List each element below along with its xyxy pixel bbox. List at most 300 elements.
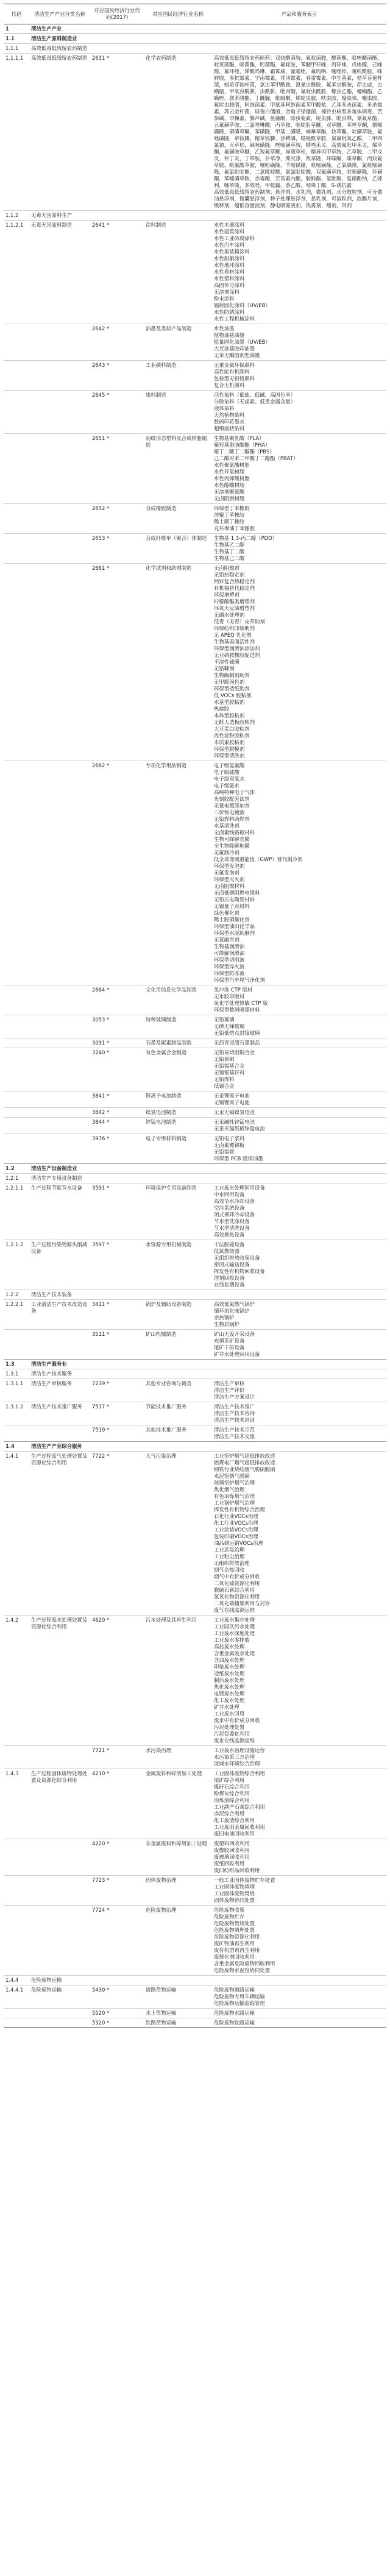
product-item: 无铅玻璃	[214, 1017, 235, 1023]
product-item: 无镉锂离子电池	[214, 1099, 250, 1105]
row-national-name: 电子专用材料制造	[144, 1134, 212, 1164]
product-item: 环保型造纸助剂	[214, 686, 250, 692]
table-row	[4, 391, 386, 434]
product-item: 天然植物染料	[214, 412, 245, 418]
row-category-name	[29, 361, 90, 391]
product-item: 化工废渣综合利用	[214, 1817, 255, 1823]
product-item: 含重金属危险废物回收利用	[214, 1960, 275, 1967]
product-item: 无卤阻燃剂	[214, 565, 239, 571]
row-national-name	[144, 1369, 212, 1379]
product-item: 低毒（无毒）皮革助剂	[214, 619, 265, 625]
product-item: 溶剂回收设备	[214, 1275, 245, 1281]
product-item: 粉末涂料	[214, 296, 235, 302]
header-code: 代码	[4, 4, 29, 24]
product-item: 无甲醛固色剂	[214, 679, 245, 685]
row-national-name	[144, 34, 212, 44]
product-item: 危险废物道路运输	[214, 1987, 255, 1993]
product-item: 危险废物填埋处置	[214, 1927, 255, 1933]
row-national-name: 矿山机械制造	[144, 1330, 212, 1360]
row-category-name	[29, 1091, 90, 1108]
row-products	[212, 34, 386, 44]
product-item: 无铅热稳定剂	[214, 572, 245, 578]
product-item: 无铅焊料助焊剂	[214, 816, 250, 822]
product-item: 清洁生产审核	[214, 1380, 245, 1386]
row-national-name	[144, 44, 212, 54]
row-category-name	[29, 1118, 90, 1134]
product-item: 大豆油基胶印油墨	[214, 346, 255, 352]
row-category-name: 生产过程固体废物处理处置及资源化综合利用	[29, 1769, 90, 1839]
product-item: 环保型数码喷墨材料	[214, 1007, 260, 1013]
product-item: 干法脱硫设备	[214, 1241, 245, 1247]
product-item: 免化学处理热敏 CTP 版	[214, 1000, 268, 1006]
row-products	[212, 1985, 386, 2009]
table-row	[4, 1985, 386, 2009]
row-national-code: 3411 *	[90, 1300, 144, 1330]
product-item: 印染废水处理	[214, 1664, 245, 1670]
product-item: 无卤素覆铜板	[214, 1142, 245, 1148]
row-code	[4, 324, 29, 361]
product-item: 无沥青浸渍石墨制品	[214, 1040, 260, 1046]
row-products	[212, 361, 386, 391]
product-item: 中水回用设备	[214, 1191, 245, 1198]
row-national-name	[144, 24, 212, 34]
row-national-code: 4210 *	[90, 1769, 144, 1839]
row-products	[212, 1108, 386, 1118]
row-code	[4, 1839, 29, 1876]
row-national-code: 7517 *	[90, 1402, 144, 1425]
row-national-code: 2641 *	[90, 221, 144, 324]
row-category-name: 高效低毒低残留农药制造	[29, 44, 90, 54]
table-header	[4, 4, 386, 24]
product-item: 大豆蛋白胶粘剂	[214, 726, 250, 732]
row-code: 1.2.1	[4, 1174, 29, 1183]
row-category-name	[29, 2018, 90, 2028]
row-national-name: 污水处理及其再生利用	[144, 1616, 212, 1746]
product-item: 无卤素线路板材料	[214, 829, 255, 836]
row-category-name: 危险废物运输	[29, 1985, 90, 2009]
table-row	[4, 1769, 386, 1839]
product-item: 水性醇酸树脂	[214, 482, 245, 488]
product-item: 环保型油田化学品	[214, 923, 255, 929]
product-item: 生物基 1,3-丙二醇（PDO）	[214, 535, 278, 541]
product-item: 溶聚丁苯橡胶	[214, 512, 245, 518]
row-category-name	[29, 1134, 90, 1164]
product-item: 二氧化硫资源化利用	[214, 1580, 260, 1586]
row-national-name: 大气污染治理	[144, 1452, 212, 1616]
product-item: 分散染料（无卤素、低重金属含量）	[214, 399, 296, 405]
product-item: 环保型清洗剂	[214, 753, 245, 759]
product-item: 制药废水处理	[214, 1677, 245, 1683]
row-national-name: 锅炉及辅助设备制造	[144, 1300, 212, 1330]
table-row	[4, 54, 386, 211]
product-item: 无溶剂涂料	[214, 289, 239, 295]
row-national-code: 4220 *	[90, 1839, 144, 1876]
row-code: 1.2.1.2	[4, 1240, 29, 1290]
product-item: 辐射固化涂料（UV/EB）	[214, 302, 271, 308]
product-item: 无磷水处理剂	[214, 612, 245, 618]
table-row	[4, 1300, 386, 1330]
table-row	[4, 1746, 386, 1769]
product-item: 含油废水处理	[214, 1657, 245, 1663]
row-national-name: 固体废物治理	[144, 1876, 212, 1906]
row-category-name	[29, 1038, 90, 1048]
product-item: 危险废物铁路运输	[214, 2020, 255, 2026]
product-item: 工业废水治理设施运营	[214, 1747, 265, 1753]
product-item: 无卤低烟阻燃电缆料	[214, 890, 260, 896]
product-item: 固体废物协同处置	[214, 1897, 255, 1903]
product-item: 无 APEO 乳化剂	[214, 632, 252, 638]
row-category-name: 工业清洁生产技术改造设备	[29, 1300, 90, 1330]
product-item: 水性丙烯酸树脂	[214, 475, 250, 481]
product-item: 工业粉尘治理	[214, 1553, 245, 1559]
row-national-name: 工业颜料制造	[144, 361, 212, 391]
table-row	[4, 1442, 386, 1452]
product-item: 钙锌复合热稳定剂	[214, 578, 255, 584]
product-item: 改性淀粉胶粘剂	[214, 733, 250, 739]
product-item: 工业废水深度处理	[214, 1630, 255, 1636]
product-item: 无汞无镉镍氢电池	[214, 1109, 255, 1115]
product-item: 无卤阻燃材料	[214, 883, 245, 889]
product-item: 废气在线监测运维	[214, 1607, 255, 1613]
product-item: 无组织排放治理	[214, 1560, 250, 1566]
product-item: 一般工业固体废物贮存处置	[214, 1877, 275, 1883]
product-item: 废玻璃回收利用	[214, 1854, 250, 1860]
row-national-name: 非金属废料和碎屑加工处理	[144, 1839, 212, 1876]
product-item: 高效低毒低残留农药制剂：悬浮剂，水乳剂，微乳剂，水分散粒剂，可分散油悬浮剂，微囊悬浮剂，种子处理悬浮剂，悬乳剂，可溶粒剂，泡腾片剂，缓释剂，超低容量液剂，静电喷雾液剂，热雾剂，烟剂，饵剂	[214, 189, 383, 208]
product-item: 无氟发泡剂	[214, 870, 239, 876]
product-item: 节水型清洗设备	[214, 1225, 250, 1231]
row-national-name: 专项化学用品制造	[144, 761, 212, 985]
product-item: 包装印刷VOCs治理	[214, 1533, 258, 1539]
product-item: 无铅锡基合金	[214, 1063, 245, 1069]
row-national-code: 3511 *	[90, 1330, 144, 1360]
row-code	[4, 1746, 29, 1769]
table-row	[4, 1108, 386, 1118]
product-item: 无氰电镀添加剂	[214, 803, 250, 809]
row-code: 1.2.2.1	[4, 1300, 29, 1330]
row-national-code: 2642 *	[90, 324, 144, 361]
product-item: 清洁生产技术咨询	[214, 1410, 255, 1416]
row-national-name: 镍氢电池制造	[144, 1108, 212, 1118]
row-products	[212, 985, 386, 1015]
table-row	[4, 2018, 386, 2028]
row-national-code: 3240 *	[90, 1048, 144, 1091]
product-item: 焦化废水处理	[214, 1684, 245, 1690]
product-item: 全生物降解地膜	[214, 843, 250, 849]
row-national-code	[90, 44, 144, 54]
product-item: 玻璃窑炉烟气治理	[214, 1480, 255, 1486]
row-category-name	[29, 1746, 90, 1769]
row-code: 1	[4, 24, 29, 34]
row-national-code	[90, 1976, 144, 1985]
row-category-name	[29, 985, 90, 1015]
product-item: 不溶性硫磺	[214, 659, 239, 665]
row-national-code	[90, 34, 144, 44]
product-item: 充环保油丁苯橡胶	[214, 525, 255, 531]
product-item: 工业锅炉烟气治理	[214, 1500, 255, 1506]
row-products	[212, 221, 386, 324]
row-category-name: 清洁生产产业综合服务	[29, 1442, 90, 1452]
row-code: 1.3	[4, 1360, 29, 1369]
row-products	[212, 1183, 386, 1240]
table-row	[4, 1976, 386, 1985]
table-row	[4, 1360, 386, 1369]
row-category-name	[29, 1876, 90, 1906]
row-category-name	[29, 1906, 90, 1976]
product-item: 环氧大豆油增塑剂	[214, 605, 255, 611]
table-row	[4, 1369, 386, 1379]
row-code: 1.2.1.1	[4, 1183, 29, 1240]
row-national-name: 危险废物治理	[144, 1906, 212, 1976]
product-item: 水性工程机械涂料	[214, 316, 255, 322]
row-national-code: 7724 *	[90, 1906, 144, 1976]
product-item: 水性油墨	[214, 325, 235, 332]
row-products	[212, 324, 386, 361]
row-products	[212, 2018, 386, 2028]
row-code: 1.4	[4, 1442, 29, 1452]
row-category-name: 清洁生产产业	[29, 24, 90, 34]
product-item: 无重金属环保颜料	[214, 362, 255, 368]
row-category-name: 清洁生产技术服务	[29, 1369, 90, 1379]
product-item: 水性船舶涂料	[214, 255, 245, 261]
product-item: 水基清洗剂	[214, 823, 239, 829]
product-item: 工业废水集中处理	[214, 1617, 255, 1623]
product-item: 无亚硝胺橡胶促进剂	[214, 652, 260, 658]
product-item: 绿色催化剂	[214, 910, 239, 916]
product-item: 无卤阻燃树脂	[214, 495, 245, 502]
product-item: 生物基表面活性剂	[214, 639, 255, 645]
header-category-name: 清洁生产产业分类名称	[29, 4, 90, 24]
product-item: 造纸废水处理	[214, 1670, 245, 1677]
row-national-code: 3841 *	[90, 1091, 144, 1108]
row-products	[212, 44, 386, 54]
row-national-code: 2643 *	[90, 361, 144, 391]
header-national-name: 对应国民经济行业名称	[144, 4, 212, 24]
product-item: 环保型淬火液	[214, 963, 245, 970]
product-item: 无汞无镉纸板锌锰电池	[214, 1126, 265, 1132]
classification-table	[4, 4, 386, 2028]
product-item: 柠檬酸酯类增塑剂	[214, 598, 255, 605]
product-item: 水泥窑烟气脱硝	[214, 1473, 250, 1479]
row-code	[4, 434, 29, 504]
product-item: 粉煤灰综合利用	[214, 1790, 250, 1797]
row-national-code	[90, 211, 144, 221]
row-national-name: 铁路货物运输	[144, 2018, 212, 2028]
product-item: 在线监测设备	[214, 1282, 245, 1288]
product-item: 废有机溶剂再生利用	[214, 1947, 260, 1953]
row-national-name: 合成橡胶制造	[144, 504, 212, 534]
product-item: 光刻胶配套试剂	[214, 796, 250, 802]
header-national-code: 对应国民经济行业代码(2017)	[90, 4, 144, 24]
product-item: 无铅电子浆料	[214, 1135, 245, 1141]
row-category-name	[29, 391, 90, 434]
row-national-name: 道路货物运输	[144, 1985, 212, 2009]
product-item: 氮氧化物资源化利用	[214, 1594, 260, 1600]
table-row	[4, 221, 386, 324]
product-item: 无铅黄铜	[214, 1056, 235, 1062]
row-national-name	[144, 1174, 212, 1183]
row-products	[212, 1616, 386, 1746]
product-item: 低 VOCs 胶粘剂	[214, 692, 252, 698]
table-row	[4, 2009, 386, 2018]
row-national-code: 7723 *	[90, 1876, 144, 1906]
row-national-code: 4620 *	[90, 1616, 144, 1746]
table-row	[4, 361, 386, 391]
row-code	[4, 2009, 29, 2018]
table-row	[4, 1048, 386, 1091]
table-row	[4, 534, 386, 564]
row-national-name	[144, 1164, 212, 1174]
product-item: 高纯特种电子气体	[214, 789, 255, 795]
product-item: 废水中有价成分回收	[214, 1717, 260, 1723]
product-item: 生物酶制剂助剂	[214, 672, 250, 678]
row-national-name	[144, 1290, 212, 1300]
product-item: 无醛人造板胶粘剂	[214, 719, 255, 725]
product-item: 清洁生产技术培训	[214, 1417, 255, 1423]
row-national-code: 2645 *	[90, 391, 144, 434]
product-item: 环保型发泡剂	[214, 863, 245, 869]
product-item: 电镀废水处理	[214, 1691, 245, 1697]
product-item: 环保型水泥助磨剂	[214, 930, 255, 936]
product-item: 工业废旧金属回收利用	[214, 1824, 265, 1830]
product-item: 环保型防冻液	[214, 970, 245, 976]
product-item: 生物基丁二酸	[214, 548, 245, 555]
row-category-name: 危险废物运输	[29, 1976, 90, 1985]
product-item: 生物基润滑油	[214, 943, 245, 949]
product-item: 挥发性有机物回收设备	[214, 1268, 265, 1274]
product-item: 密闭式输送设备	[214, 1261, 250, 1268]
product-item: 污泥处理处置	[214, 1724, 245, 1730]
product-item: 木质素胶粘剂	[214, 739, 245, 745]
product-item: 工业窑炉烟气超低排放改造	[214, 1453, 275, 1459]
row-national-name: 合成纤维单（聚合）体制造	[144, 534, 212, 564]
row-category-name: 生产过程废气处理处置及资源化综合利用	[29, 1452, 90, 1616]
row-category-name: 高效低毒低残留农药制造	[29, 54, 90, 211]
product-item: 水性木器涂料	[214, 222, 245, 228]
row-products	[212, 1442, 386, 1452]
table-row	[4, 504, 386, 534]
product-item: 水性建筑涂料	[214, 229, 245, 235]
product-item: 工业废水零排放	[214, 1637, 250, 1643]
row-category-name	[29, 504, 90, 534]
product-item: 工业废水回用	[214, 1711, 245, 1717]
row-products	[212, 1038, 386, 1048]
row-code	[4, 1134, 29, 1164]
row-category-name	[29, 1425, 90, 1442]
product-item: 危险废物收集	[214, 1907, 245, 1913]
row-code: 1.1.2	[4, 211, 29, 221]
product-item: 水性塑料涂料	[214, 275, 245, 282]
product-item: 生物可降解农膜	[214, 836, 250, 842]
row-category-name	[29, 1839, 90, 1876]
product-item: 冶炼渣综合利用	[214, 1797, 250, 1803]
product-item: 电子级双氧水	[214, 776, 245, 782]
row-category-name: 清洁生产审核服务	[29, 1379, 90, 1402]
row-category-name: 清洁生产技术装备	[29, 1290, 90, 1300]
row-national-name: 节能技术推广服务	[144, 1402, 212, 1425]
table-row	[4, 1425, 386, 1442]
product-item: 危险废物专用车辆运输	[214, 1993, 265, 1999]
row-code	[4, 1015, 29, 1038]
product-item: 低氮燃烧器	[214, 1248, 239, 1254]
product-item: 循环流化床锅炉	[214, 1308, 250, 1314]
product-item: 清洁生产技术推广	[214, 1403, 255, 1410]
product-item: 节水型洗涤设备	[214, 1218, 250, 1224]
table-row	[4, 1452, 386, 1616]
product-item: 无镉量子点材料	[214, 903, 250, 909]
row-category-name: 无毒无害原料生产	[29, 211, 90, 221]
row-category-name	[29, 434, 90, 504]
product-item: 无铅压电陶瓷材料	[214, 896, 255, 903]
product-item: 无溶剂聚氨酯	[214, 489, 245, 495]
product-item: 焦化烟气治理	[214, 1486, 245, 1492]
product-item: 废旧电池回收利用	[214, 1831, 255, 1837]
product-item: 矿井水处理回用设备	[214, 1351, 260, 1357]
row-code	[4, 534, 29, 564]
row-products	[212, 1174, 386, 1183]
row-national-code: 7721 *	[90, 1746, 144, 1769]
row-national-code	[90, 1174, 144, 1183]
row-code: 1.1	[4, 34, 29, 44]
row-products	[212, 1091, 386, 1108]
product-item: 清洁生产评价	[214, 1387, 245, 1393]
product-item: 聚羟基脂肪酸酯（PHA）	[214, 442, 271, 448]
product-item: 燃煤电厂烟气超低排放改造	[214, 1460, 275, 1466]
row-code: 1.1.1	[4, 44, 29, 54]
product-item: 无镉银基钎料	[214, 1070, 245, 1076]
row-code: 1.4.4.1	[4, 1985, 29, 2009]
table-row	[4, 1839, 386, 1876]
row-code	[4, 391, 29, 434]
table-row	[4, 1164, 386, 1174]
product-item: 水性集装箱涂料	[214, 249, 250, 255]
row-products	[212, 1379, 386, 1402]
row-national-code: 3591 *	[90, 1183, 144, 1240]
product-item: 化工行业VOCs治理	[214, 1520, 258, 1526]
table-row	[4, 1290, 386, 1300]
row-products	[212, 1976, 386, 1985]
header-products-index: 产品和服务索引	[212, 4, 386, 24]
product-item: 无汞碱性锌锰电池	[214, 1119, 255, 1125]
product-item: 电子级氢氟酸	[214, 762, 245, 768]
product-item: 高效换热设备	[214, 1232, 245, 1238]
table-row	[4, 24, 386, 34]
product-item: 植物油基油墨	[214, 332, 245, 338]
row-products	[212, 761, 386, 985]
row-category-name: 清洁生产技术推广服务	[29, 1402, 90, 1425]
table-row	[4, 1118, 386, 1134]
table-row	[4, 1402, 386, 1425]
table-row	[4, 211, 386, 221]
row-code	[4, 1108, 29, 1118]
product-item: 环保型汽车尾气净化剂	[214, 977, 265, 983]
product-item: 环保型 PCB 阻焊油墨	[214, 1155, 263, 1162]
row-products	[212, 2009, 386, 2018]
row-category-name: 生产过程节能节水设备	[29, 1183, 90, 1240]
row-national-name: 染料制造	[144, 391, 212, 434]
row-national-code: 7722 *	[90, 1452, 144, 1616]
product-item: 包核型无铅铬颜料	[214, 375, 255, 381]
product-item: 清洁生产技术交流	[214, 1433, 255, 1439]
product-item: 闭式循环冷却设备	[214, 1212, 255, 1218]
table-row	[4, 564, 386, 761]
product-item: 无铅低熔点封接玻璃	[214, 1030, 260, 1036]
table-row	[4, 1134, 386, 1164]
product-item: 工业恶臭治理	[214, 1547, 245, 1553]
row-products	[212, 1330, 386, 1360]
product-item: 清洁生产方案设计	[214, 1394, 255, 1400]
product-item: 环保型切削液	[214, 957, 245, 963]
